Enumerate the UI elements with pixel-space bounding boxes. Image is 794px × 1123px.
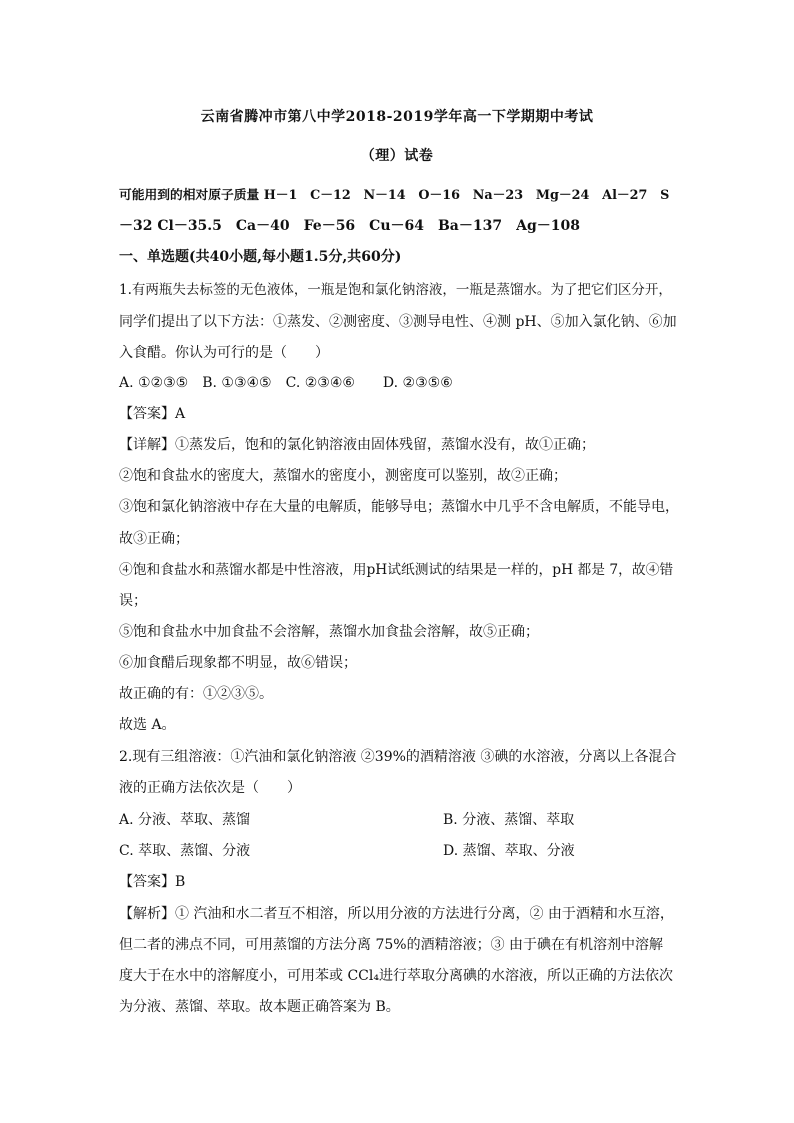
q1-options: A. ①②③⑤ B. ①③④⑤ C. ②③④⑥ D. ②③⑤⑥ [119,375,453,391]
q2-stem-line1: 2.现有三组溶液：①汽油和氯化钠溶液 ②39%的酒精溶液 ③碘的水溶液，分离以上各混合 [119,749,677,765]
q1-detail-line9: 故正确的有：①②③⑤。 [119,686,273,702]
q1-detail-line4: 故③正确； [119,531,189,547]
q2-option-a: A. 分液、萃取、蒸馏 [119,812,251,828]
section-heading: 一、单选题(共40小题,每小题1.5分,共60分) [119,249,402,265]
q2-option-b: B. 分液、蒸馏、萃取 [443,812,575,828]
q2-answer: 【答案】B [119,874,186,890]
q1-detail-line3: ③饱和氯化钠溶液中存在大量的电解质，能够导电；蒸馏水中几乎不含电解质，不能导电， [119,499,679,515]
q1-detail-line7: ⑤饱和食盐水中加食盐不会溶解，蒸馏水加食盐会溶解，故⑤正确； [119,624,539,640]
q1-detail-line8: ⑥加食醋后现象都不明显，故⑥错误； [119,655,357,671]
q2-analysis-line3: 度大于在水中的溶解度小，可用苯或 CCl₄进行萃取分离碘的水溶液，所以正确的方法依次 [119,968,673,984]
q1-detail-line6: 误； [119,593,147,609]
q2-analysis-line1: 【解析】① 汽油和水二者互不相溶，所以用分液的方法进行分离，② 由于酒精和水互溶， [119,906,674,922]
q1-answer: 【答案】A [119,406,186,422]
q2-analysis-line2: 但二者的沸点不同，可用蒸馏的方法分离 75%的酒精溶液；③ 由于碘在有机溶剂中溶解 [119,937,664,953]
q1-stem-line2: 同学们提出了以下方法：①蒸发、②测密度、③测导电性、④测 pH、⑤加入氯化钠、⑥加 [119,314,677,330]
q2-analysis-line4: 为分液、蒸馏、萃取。故本题正确答案为 B。 [119,999,400,1015]
q2-option-d: D. 蒸馏、萃取、分液 [443,843,575,859]
exam-title-line2: （理）试卷 [360,148,434,164]
q1-detail-line1: 【详解】①蒸发后，饱和的氯化钠溶液由固体残留，蒸馏水没有，故①正确； [119,437,595,453]
atomic-mass-line1: 可能用到的相对原子质量 H－1 C－12 N－14 O－16 Na－23 Mg－24 Al－27 S [119,188,670,203]
exam-title-line1: 云南省腾冲市第八中学2018-2019学年高一下学期期中考试 [200,109,594,125]
q1-detail-line5: ④饱和食盐水和蒸馏水都是中性溶液，用pH试纸测试的结果是一样的，pH 都是 7，故④错 [119,562,674,578]
q1-detail-line2: ②饱和食盐水的密度大，蒸馏水的密度小，测密度可以鉴别，故②正确； [119,468,567,484]
q2-option-c: C. 萃取、蒸馏、分液 [119,843,251,859]
atomic-mass-line2: －32 Cl－35.5 Ca－40 Fe－56 Cu－64 Ba－137 Ag－108 [119,218,580,234]
q1-stem-line1: 1.有两瓶失去标签的无色液体，一瓶是饱和氯化钠溶液，一瓶是蒸馏水。为了把它们区分开， [119,282,672,298]
q2-stem-line2: 液的正确方法依次是（ ） [119,780,301,796]
q1-detail-line10: 故选 A。 [119,717,176,733]
q1-stem-line3: 入食醋。你认为可行的是（ ） [119,345,329,361]
